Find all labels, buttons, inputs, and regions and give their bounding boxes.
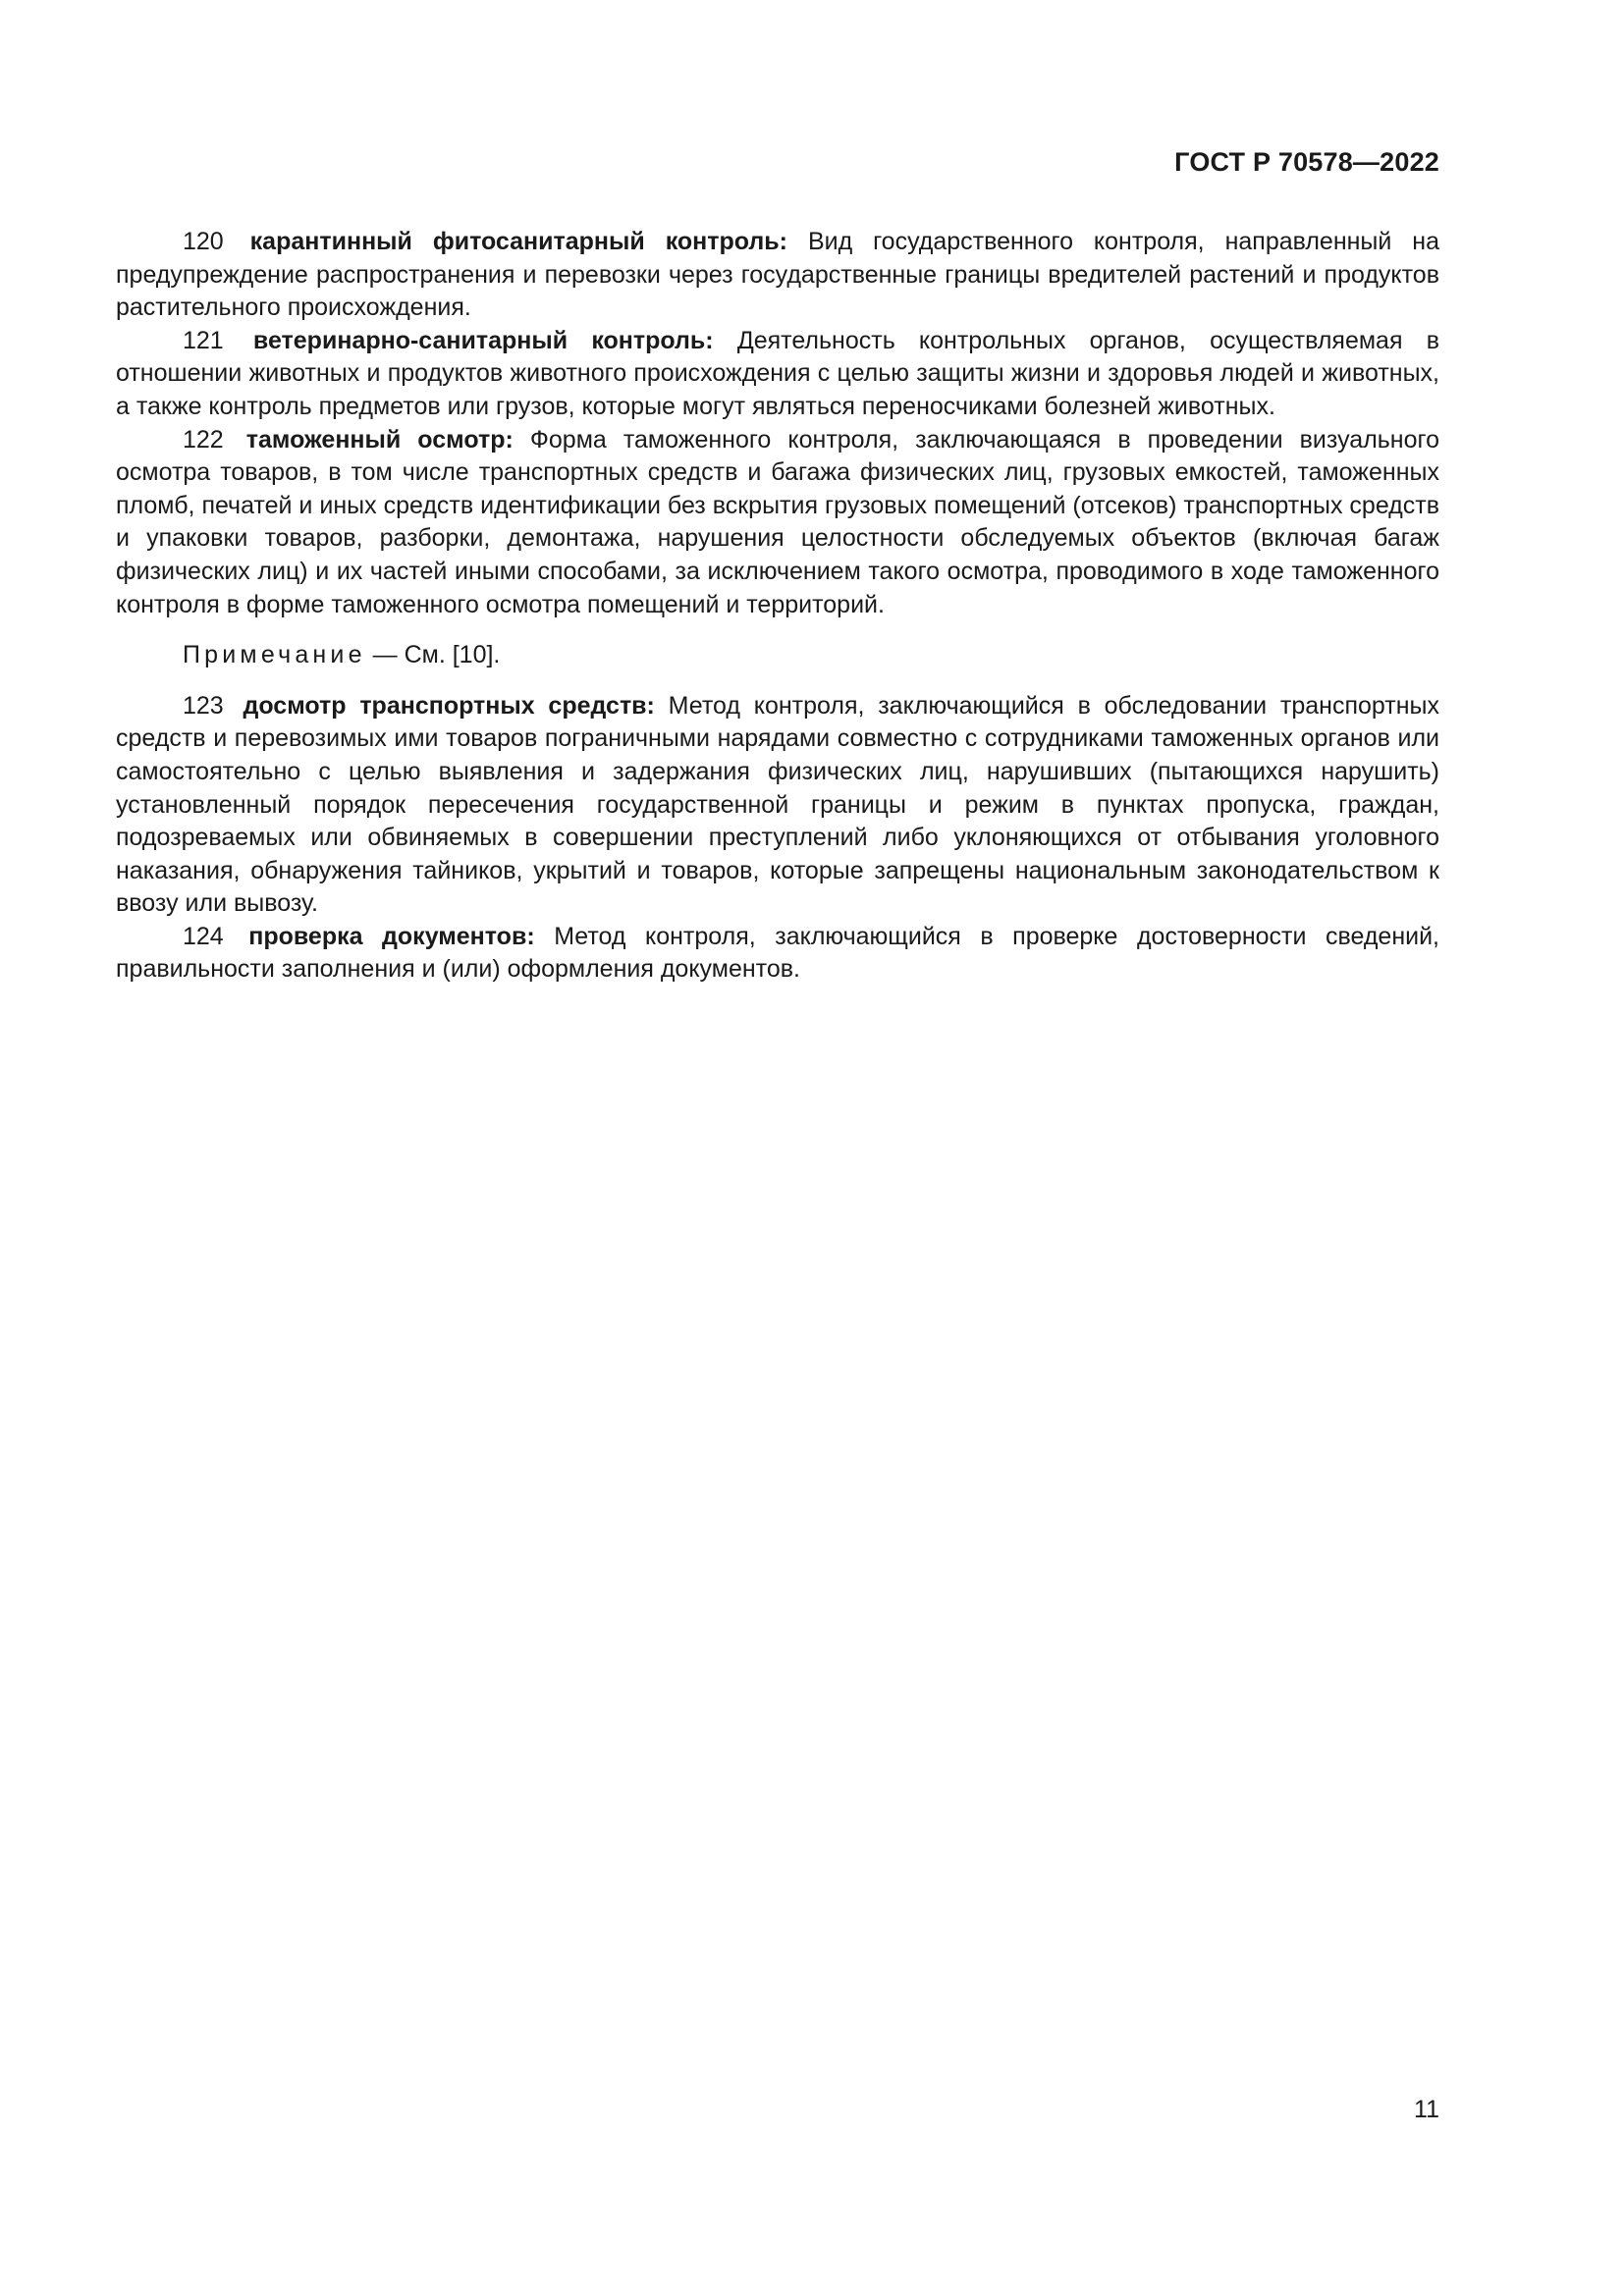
- term-entry-121: [116, 325, 1439, 424]
- document-body: [116, 226, 1439, 987]
- term-title: таможенный осмотр:: [245, 425, 514, 454]
- note-text: — См. [10].: [372, 641, 501, 669]
- term-title: проверка документов:: [248, 922, 535, 950]
- term-number: 121: [183, 326, 224, 354]
- note-label: Примечание: [183, 641, 366, 669]
- term-definition: Вид государственного контроля, направленный на предупреждение распространения и перевозки через государственные границы вредителей растений и продуктов растительного происхождения.: [116, 228, 1440, 322]
- document-code: ГОСТ Р 70578—2022: [1174, 147, 1439, 177]
- term-title: карантинный фитосанитарный контроль:: [249, 228, 787, 255]
- page-number: 11: [1414, 2096, 1439, 2123]
- term-number: 122: [183, 425, 224, 454]
- term-entry-120: [116, 226, 1439, 325]
- term-entry-122: [116, 424, 1439, 622]
- note: [116, 639, 1439, 672]
- term-definition: Метод контроля, заключающийся в обследовании транспортных средств и перевозимых ими товаров пограничными нарядами совместно с сотрудниками таможенных органов или самостоятельно с целью выявления и задержания физических лиц, нарушивших (пытающихся нарушить) установленный порядок пересечения государственной границы и режим в пунктах пропуска, граждан, подозреваемых или обвиняемых в совершении преступлений либо уклоняющихся от отбывания уголовного наказания, обнаружения тайников, укрытий и товаров, которые запрещены национальным законодательством к ввозу или вывозу.: [116, 691, 1440, 918]
- term-number: 123: [183, 691, 224, 720]
- term-title: досмотр транспортных средств:: [243, 691, 655, 720]
- term-definition: Деятельность контрольных органов, осуществляемая в отношении животных и продуктов животного происхождения с целью защиты жизни и здоровья людей и животных, а также контроль предметов или грузов, которые могут являться переносчиками болезней животных.: [116, 326, 1439, 420]
- term-definition: Метод контроля, заключающийся в проверке достоверности сведений, правильности заполнения и (или) оформления документов.: [116, 922, 1439, 984]
- term-title: ветеринарно-санитарный контроль:: [252, 326, 714, 354]
- term-number: 124: [183, 922, 224, 950]
- term-definition: Форма таможенного контроля, заключающаяся в проведении визуального осмотра товаров, в том числе транспортных средств и багажа физических лиц, грузовых емкостей, таможенных пломб, печатей и иных средств идентификации без вскрытия грузовых помещений (отсеков) транспортных средств и упаковки товаров, разборки, демонтажа, нарушения целостности обследуемых объектов (включая багаж физических лиц) и их частей иными способами, за исключением такого осмотра, проводимого в ходе таможенного контроля в форме таможенного осмотра помещений и территорий.: [116, 425, 1439, 618]
- term-entry-124: [116, 921, 1439, 987]
- term-entry-123: [116, 690, 1439, 921]
- term-number: 120: [183, 228, 224, 255]
